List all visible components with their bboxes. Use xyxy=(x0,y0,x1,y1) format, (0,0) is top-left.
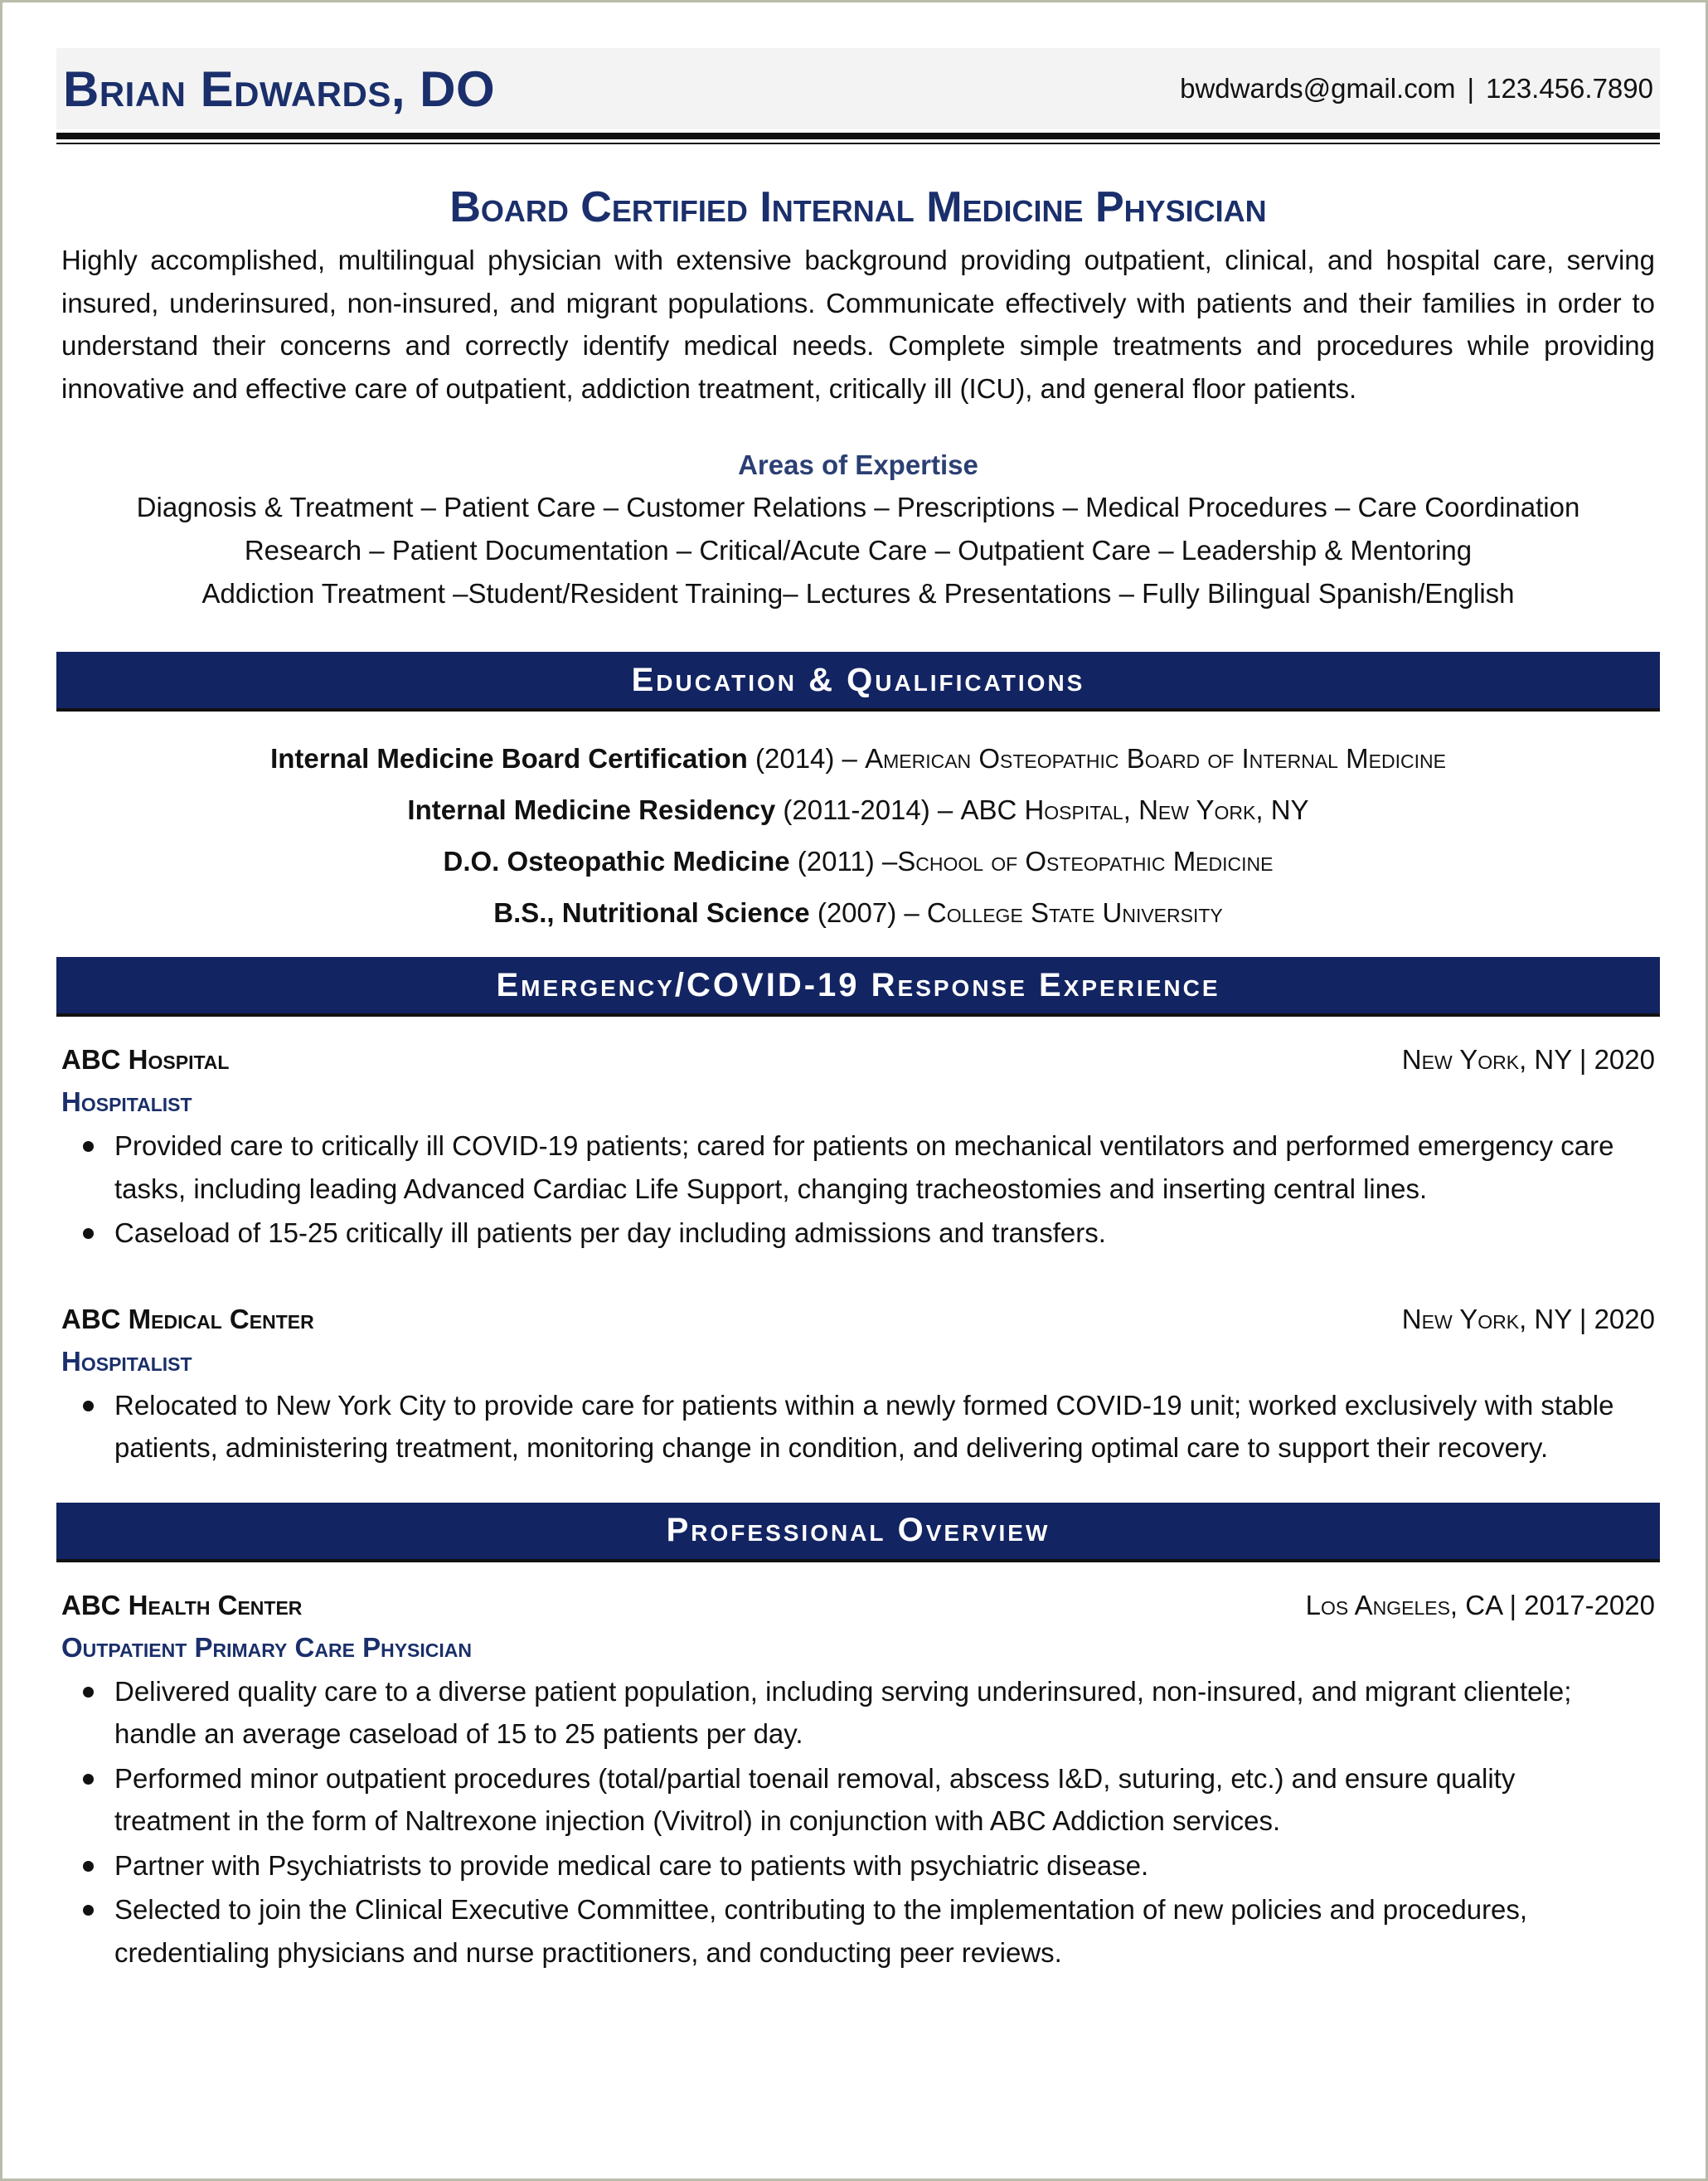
bullet-item: Caseload of 15-25 critically ill patients per day including admissions and transfers. xyxy=(114,1212,1627,1255)
expertise-line: Diagnosis & Treatment – Patient Care – Customer Relations – Prescriptions – Medical Procedures – Care Coordination xyxy=(136,492,1580,522)
bullet-item: Selected to join the Clinical Executive Committee, contributing to the implementation of new policies and procedures, credentialing physicians and nurse practitioners, and conducting peer reviews. xyxy=(114,1888,1627,1974)
bullet-item: Delivered quality care to a diverse patient population, including serving underinsured, non-insured, and migrant clientele; handle an average caseload of 15 to 25 patients per day. xyxy=(114,1670,1627,1756)
job-header xyxy=(56,1038,1660,1081)
bullet-item: Provided care to critically ill COVID-19 patients; cared for patients on mechanical ventilators and performed emergency care tasks, including leading Advanced Cardiac Life Support, changing tracheostomies and inserting central lines. xyxy=(114,1125,1627,1210)
bullet-item: Partner with Psychiatrists to provide medical care to patients with psychiatric disease. xyxy=(114,1844,1627,1887)
section-professional-heading: Professional Overview xyxy=(56,1503,1660,1562)
expertise-line: Addiction Treatment –Student/Resident Training– Lectures & Presentations – Fully Bilingual Spanish/English xyxy=(201,578,1515,609)
job-title: Hospitalist xyxy=(61,1345,192,1377)
education-item xyxy=(56,784,1660,836)
email-link[interactable]: bwdwards@gmail.com xyxy=(1180,73,1456,104)
summary-paragraph: Highly accomplished, multilingual physician with extensive background providing outpatient, clinical, and hospital care, serving insured, underinsured, non-insured, and migrant populations. Communicate effectively with patients and their families in order to understand their concerns and correctly identify medical needs. Complete simple treatments and procedures while providing innovative and effective care of outpatient, addiction treatment, critically ill (ICU), and general floor patients. xyxy=(61,245,1655,404)
job-header xyxy=(56,1298,1660,1340)
job-location-date: Los Angeles, CA | 2017-2020 xyxy=(1305,1589,1655,1620)
education-item xyxy=(56,887,1660,939)
bullet-item: Performed minor outpatient procedures (total/partial toenail removal, abscess I&D, suturing, etc.) and ensure quality treatment in the form of Naltrexone injection (Vivitrol) in conjunction with ABC Addiction services. xyxy=(114,1757,1627,1843)
job-location-date: New York, NY | 2020 xyxy=(1401,1044,1655,1075)
job-bullets xyxy=(114,1384,1627,1469)
job-entry xyxy=(56,1298,1660,1469)
job-title: Outpatient Primary Care Physician xyxy=(61,1631,472,1663)
education-institution: College State University xyxy=(926,897,1223,928)
phone-number[interactable]: 123.456.7890 xyxy=(1486,73,1653,104)
contact-separator: | xyxy=(1467,73,1475,104)
education-degree: D.O. Osteopathic Medicine xyxy=(443,846,790,877)
education-item xyxy=(56,836,1660,887)
education-degree: B.S., Nutritional Science xyxy=(493,897,810,928)
education-degree: Internal Medicine Residency xyxy=(407,794,776,825)
education-degree: Internal Medicine Board Certification xyxy=(270,743,748,774)
contact-info xyxy=(1180,73,1653,104)
education-item xyxy=(56,733,1660,784)
job-entry xyxy=(56,1584,1660,1975)
job-entry xyxy=(56,1038,1660,1255)
expertise-list xyxy=(56,486,1660,615)
bullet-item: Relocated to New York City to provide care for patients within a newly formed COVID-19 unit; worked exclusively with stable patients, administering treatment, monitoring change in condition, and delivering optimal care to support their recovery. xyxy=(114,1384,1627,1469)
section-education-heading: Education & Qualifications xyxy=(56,652,1660,712)
job-employer: ABC Hospital xyxy=(61,1044,230,1075)
header-rule-thick xyxy=(56,133,1660,139)
education-list xyxy=(56,733,1660,939)
expertise-line: Research – Patient Documentation – Critical/Acute Care – Outpatient Care – Leadership & Mentoring xyxy=(244,535,1473,566)
education-year: (2011) – xyxy=(789,846,898,877)
education-institution: ABC Hospital, New York, NY xyxy=(960,794,1309,825)
resume-header xyxy=(56,48,1660,129)
job-location-date: New York, NY | 2020 xyxy=(1401,1303,1655,1334)
education-year: (2011-2014) – xyxy=(775,794,961,825)
candidate-name: Brian Edwards, DO xyxy=(63,61,496,117)
job-employer: ABC Medical Center xyxy=(61,1303,314,1334)
education-institution: American Osteopathic Board of Internal Medicine xyxy=(865,743,1446,774)
expertise-title: Areas of Expertise xyxy=(738,449,978,480)
education-year: (2007) – xyxy=(809,897,927,928)
job-bullets xyxy=(114,1670,1627,1975)
job-title: Hospitalist xyxy=(61,1086,192,1117)
professional-headline: Board Certified Internal Medicine Physician xyxy=(449,183,1267,231)
education-institution: School of Osteopathic Medicine xyxy=(897,846,1274,877)
resume-page xyxy=(56,48,1660,1975)
education-year: (2014) – xyxy=(747,743,866,774)
job-employer: ABC Health Center xyxy=(61,1589,303,1620)
job-header xyxy=(56,1584,1660,1626)
section-emergency-heading: Emergency/COVID-19 Response Experience xyxy=(56,957,1660,1017)
job-bullets xyxy=(114,1125,1627,1255)
header-rule-thin xyxy=(56,143,1660,144)
